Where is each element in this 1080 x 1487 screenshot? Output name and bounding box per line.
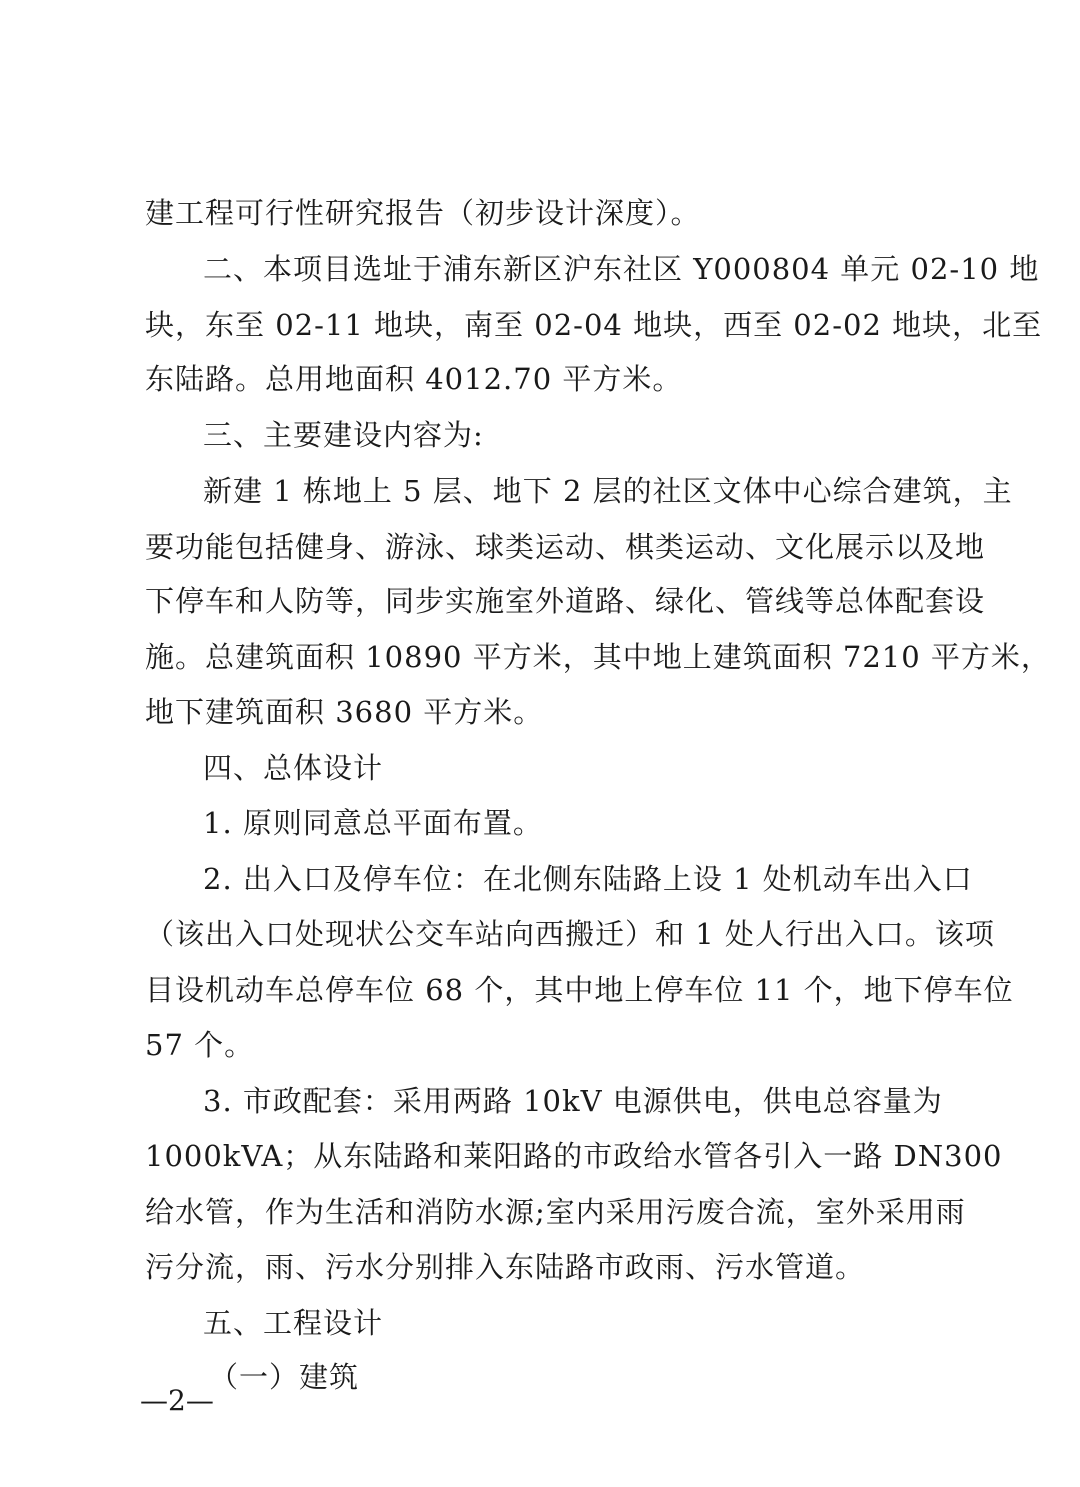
text-line-17: 3. 市政配套：采用两路 10kV 电源供电，供电总容量为 xyxy=(203,1084,943,1118)
text-line-2: 二、本项目选址于浦东新区沪东社区 Y000804 单元 02-10 地 xyxy=(203,252,1040,286)
text-line-7: 要功能包括健身、游泳、球类运动、棋类运动、文化展示以及地 xyxy=(145,530,986,564)
text-line-16: 57 个。 xyxy=(145,1028,255,1062)
text-line-8: 下停车和人防等，同步实施室外道路、绿化、管线等总体配套设 xyxy=(145,584,986,618)
text-line-4: 东陆路。总用地面积 4012.70 平方米。 xyxy=(145,362,683,396)
text-line-5: 三、主要建设内容为: xyxy=(203,418,484,452)
text-line-12: 1. 原则同意总平面布置。 xyxy=(203,806,543,840)
text-line-9: 施。总建筑面积 10890 平方米，其中地上建筑面积 7210 平方米， xyxy=(145,640,1051,674)
text-line-3: 块，东至 02-11 地块，南至 02-04 地块，西至 02-02 地块，北至 xyxy=(145,308,1043,342)
page-number: —2— xyxy=(140,1384,214,1417)
text-line-21: 五、工程设计 xyxy=(203,1306,384,1340)
text-line-20: 污分流，雨、污水分别排入东陆路市政雨、污水管道。 xyxy=(145,1250,866,1284)
text-line-10: 地下建筑面积 3680 平方米。 xyxy=(145,695,544,729)
text-line-22: （一）建筑 xyxy=(209,1360,360,1394)
text-line-11: 四、总体设计 xyxy=(203,751,384,785)
text-line-14: （该出入口处现状公交车站向西搬迁）和 1 处人行出入口。该项 xyxy=(145,917,995,951)
text-line-13: 2. 出入口及停车位：在北侧东陆路上设 1 处机动车出入口 xyxy=(203,862,973,896)
text-line-6: 新建 1 栋地上 5 层、地下 2 层的社区文体中心综合建筑，主 xyxy=(203,474,1013,508)
text-line-1: 建工程可行性研究报告（初步设计深度）。 xyxy=(145,196,701,230)
text-line-18: 1000kVA；从东陆路和莱阳路的市政给水管各引入一路 DN300 xyxy=(145,1139,1003,1173)
text-line-19: 给水管，作为生活和消防水源;室内采用污废合流，室外采用雨 xyxy=(145,1195,966,1229)
text-line-15: 目设机动车总停车位 68 个，其中地上停车位 11 个，地下停车位 xyxy=(145,973,1014,1007)
